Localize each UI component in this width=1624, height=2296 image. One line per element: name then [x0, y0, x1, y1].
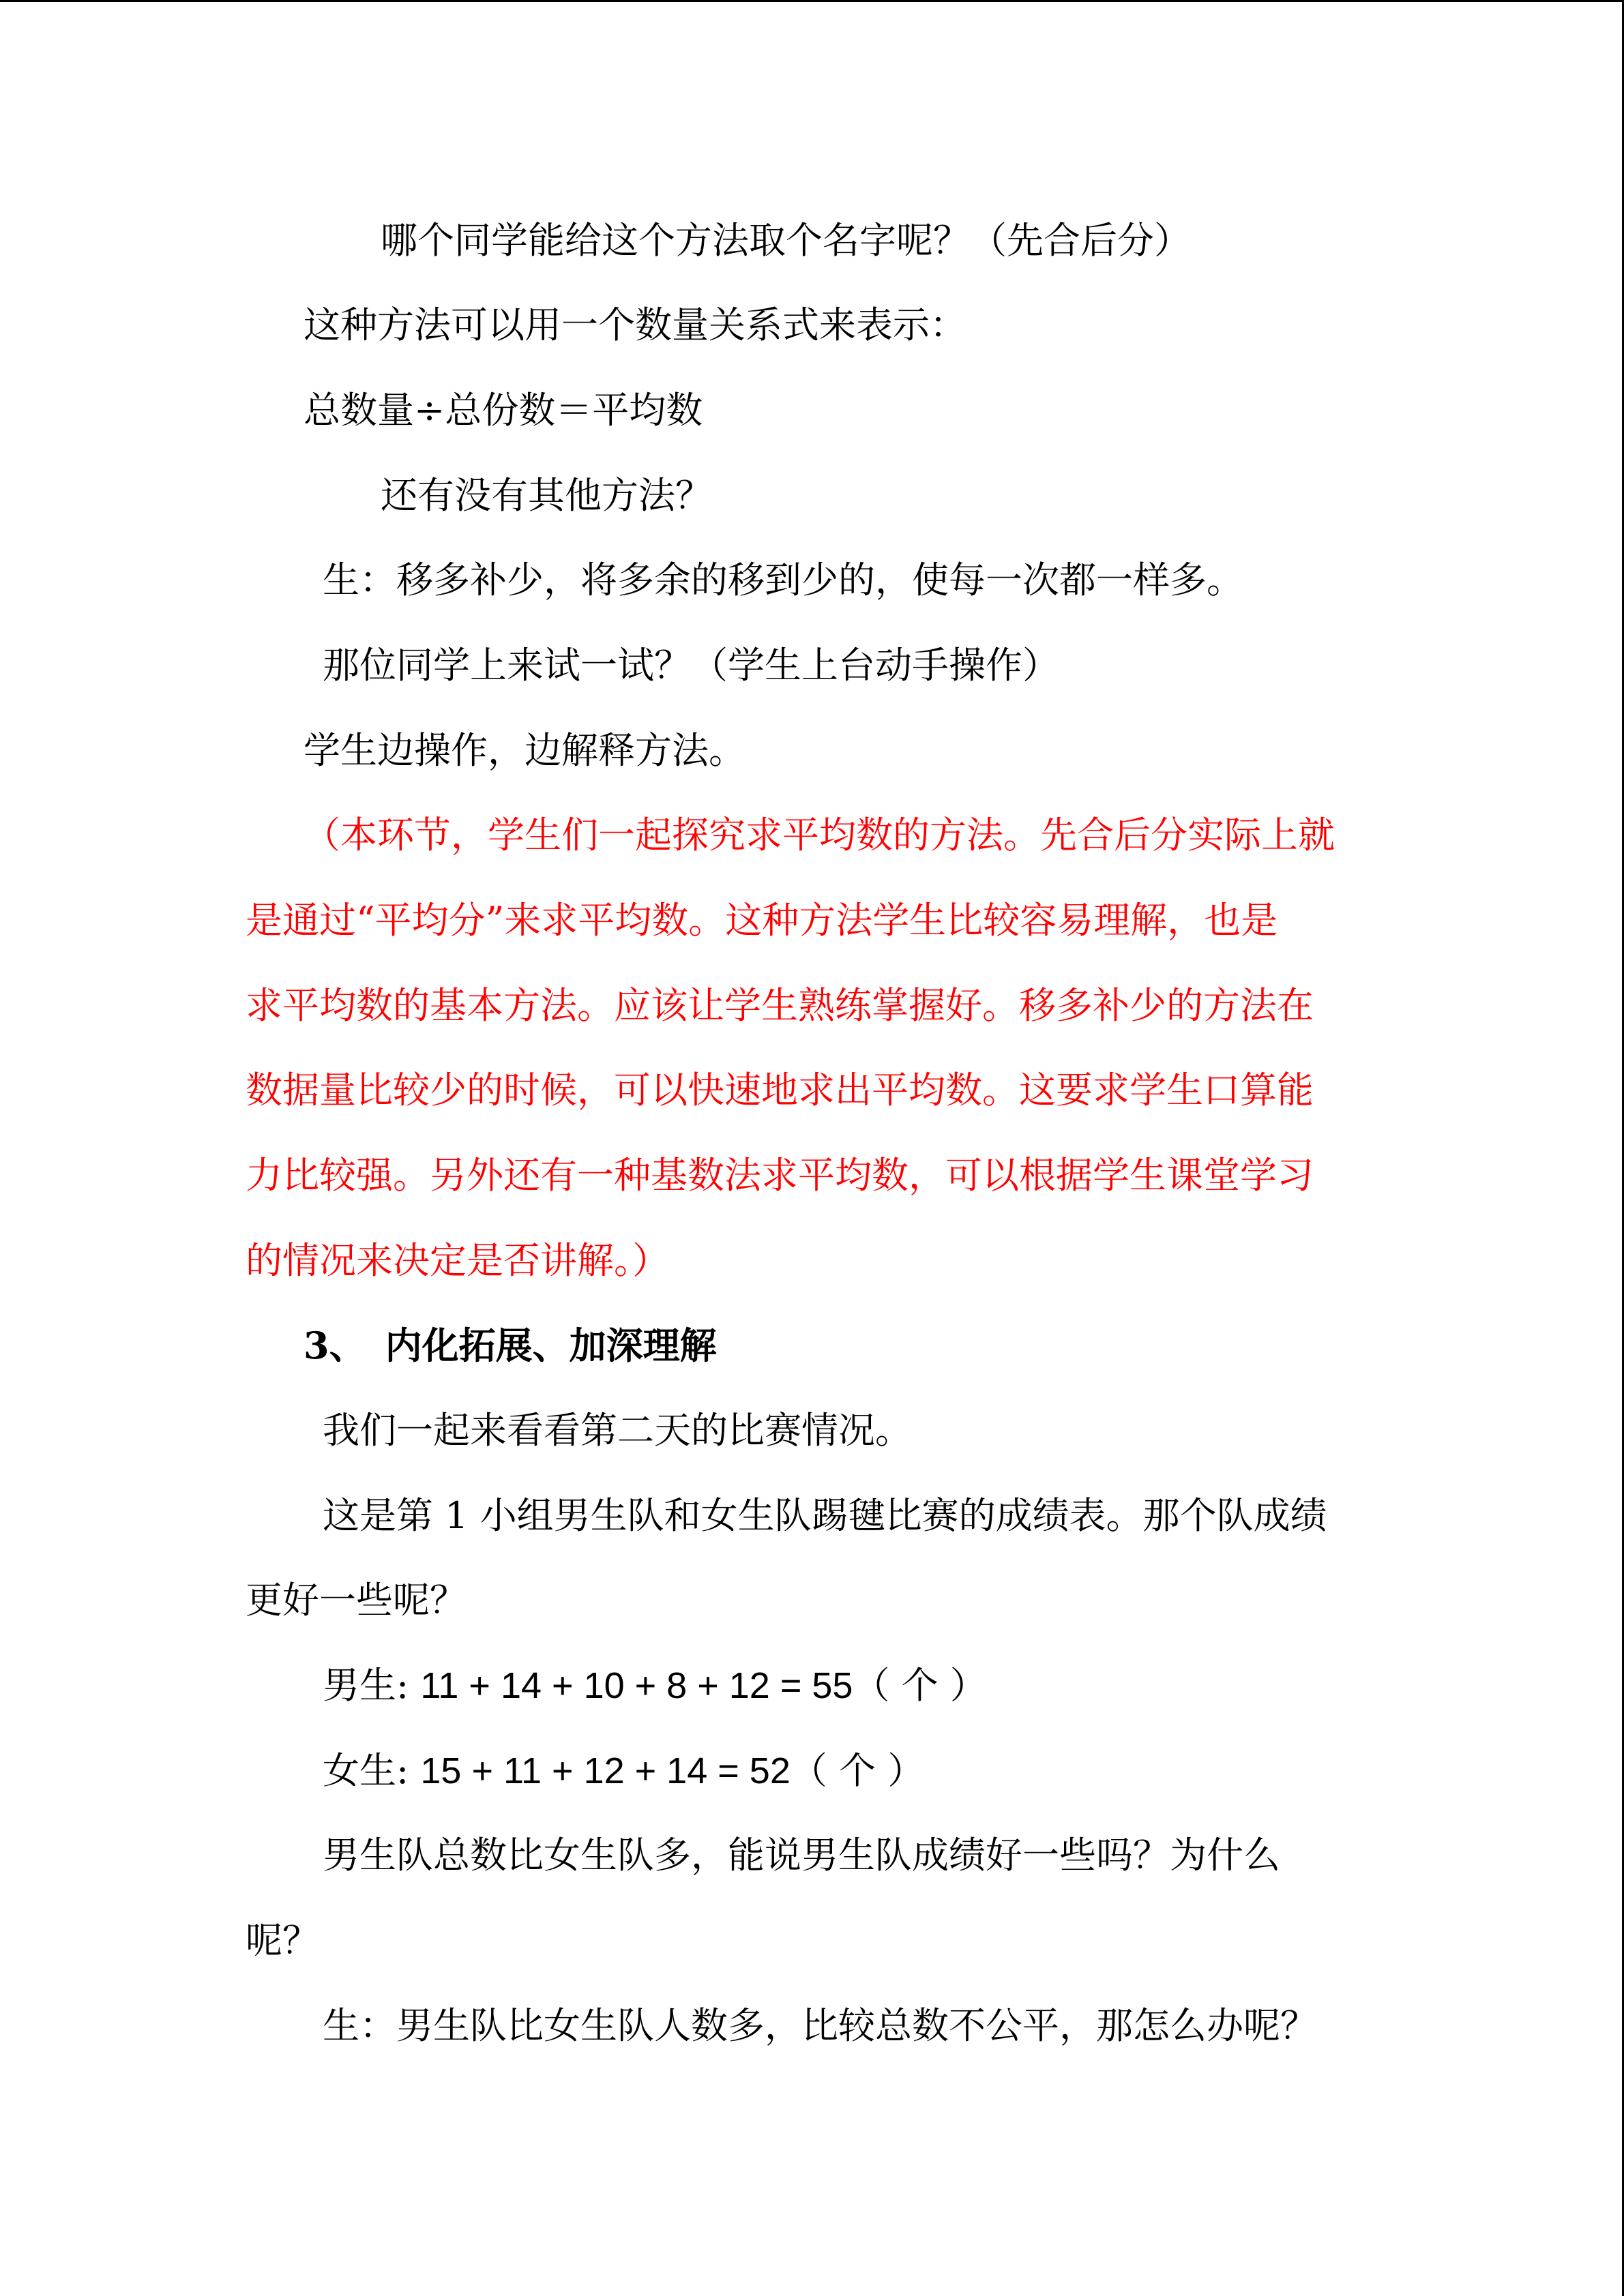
teaching-note-line: 是通过“平均分”来求平均数。这种方法学生比较容易理解，也是 [246, 899, 1278, 942]
paragraph-line: 这是第 1 小组男生队和女生队踢毽比赛的成绩表。那个队成绩 [323, 1494, 1327, 1537]
teaching-note-line: （本环节，学生们一起探究求平均数的方法。先合后分实际上就 [304, 814, 1335, 856]
page-top-border [0, 0, 1624, 2]
equation-expression: 15 + 11 + 12 + 14 = 52 [420, 1750, 791, 1791]
section-title: 内化拓展、加深理解 [385, 1324, 717, 1367]
equation-line-boys [323, 1662, 987, 1710]
teaching-note-line: 力比较强。另外还有一种基数法求平均数，可以根据学生课堂学习 [246, 1154, 1314, 1197]
teaching-note-line: 的情况来决定是否讲解。） [246, 1239, 669, 1282]
paragraph-line: 更好一些呢？ [246, 1579, 467, 1622]
paragraph-line: 那位同学上来试一试？（学生上台动手操作） [323, 644, 1059, 687]
equation-label: 女生: [323, 1749, 409, 1792]
paragraph-line: 还有没有其他方法？ [381, 474, 712, 517]
paragraph-line: 生：移多补少，将多余的移到少的，使每一次都一样多。 [323, 558, 1243, 601]
equation-label: 男生: [323, 1664, 409, 1707]
paragraph-line: 哪个同学能给这个方法取个名字呢？（先合后分） [381, 219, 1191, 262]
paragraph-line: 学生边操作，边解释方法。 [304, 729, 745, 772]
equation-expression: 11 + 14 + 10 + 8 + 12 = 55 [420, 1665, 853, 1706]
teaching-note-line: 数据量比较少的时候，可以快速地求出平均数。这要求学生口算能 [246, 1069, 1314, 1112]
equation-line-girls [323, 1747, 924, 1795]
formula-line: 总数量÷总份数＝平均数 [304, 389, 703, 432]
teaching-note-line: 求平均数的基本方法。应该让学生熟练掌握好。移多补少的方法在 [246, 984, 1314, 1027]
paragraph-line: 男生队总数比女生队多，能说男生队成绩好一些吗？为什么 [323, 1834, 1280, 1877]
paragraph-line: 呢？ [246, 1919, 319, 1962]
section-heading [304, 1322, 717, 1369]
paragraph-line: 我们一起来看看第二天的比赛情况。 [323, 1409, 912, 1452]
paragraph-line: 这种方法可以用一个数量关系式来表示： [304, 303, 966, 346]
equation-unit: （ 个 ） [853, 1664, 987, 1707]
equation-unit: （ 个 ） [790, 1749, 925, 1792]
section-number: 3、 [304, 1324, 366, 1367]
paragraph-line: 生：男生队比女生队人数多，比较总数不公平，那怎么办呢？ [323, 2004, 1317, 2047]
